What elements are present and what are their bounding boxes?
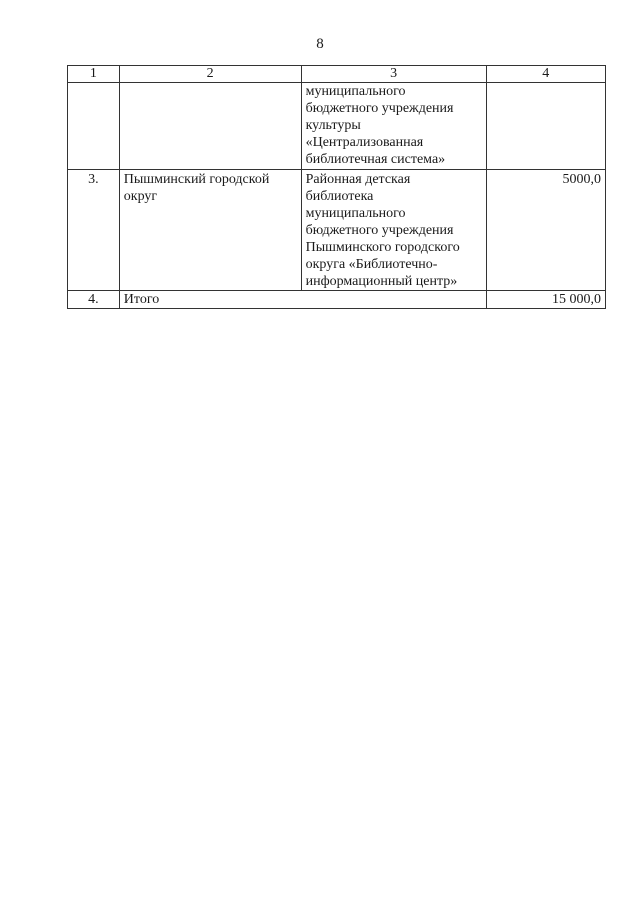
amount-cell	[486, 83, 605, 170]
total-row	[68, 291, 606, 309]
column-header-3: 3	[301, 66, 486, 83]
column-header-1: 1	[68, 66, 120, 83]
table-row	[68, 83, 606, 170]
table-row	[68, 170, 606, 291]
institution-cell: Районная детская библиотека муниципального бюджетного учреждения Пышминского городского округа «Библиотечно- информационный центр»	[301, 170, 486, 291]
table-header-row	[68, 66, 606, 83]
column-header-4: 4	[486, 66, 605, 83]
row-number-cell: 3.	[68, 170, 120, 291]
total-label-cell: Итого	[119, 291, 486, 309]
territory-cell: Пышминский городской округ	[119, 170, 301, 291]
row-number-cell: 4.	[68, 291, 120, 309]
column-header-2: 2	[119, 66, 301, 83]
total-amount-cell: 15 000,0	[486, 291, 605, 309]
page-number: 8	[316, 36, 324, 52]
territory-cell	[119, 83, 301, 170]
institution-cell: муниципального бюджетного учреждения культуры «Централизованная библиотечная система»	[301, 83, 486, 170]
row-number-cell	[68, 83, 120, 170]
amount-cell: 5000,0	[486, 170, 605, 291]
allocation-table	[67, 65, 606, 309]
